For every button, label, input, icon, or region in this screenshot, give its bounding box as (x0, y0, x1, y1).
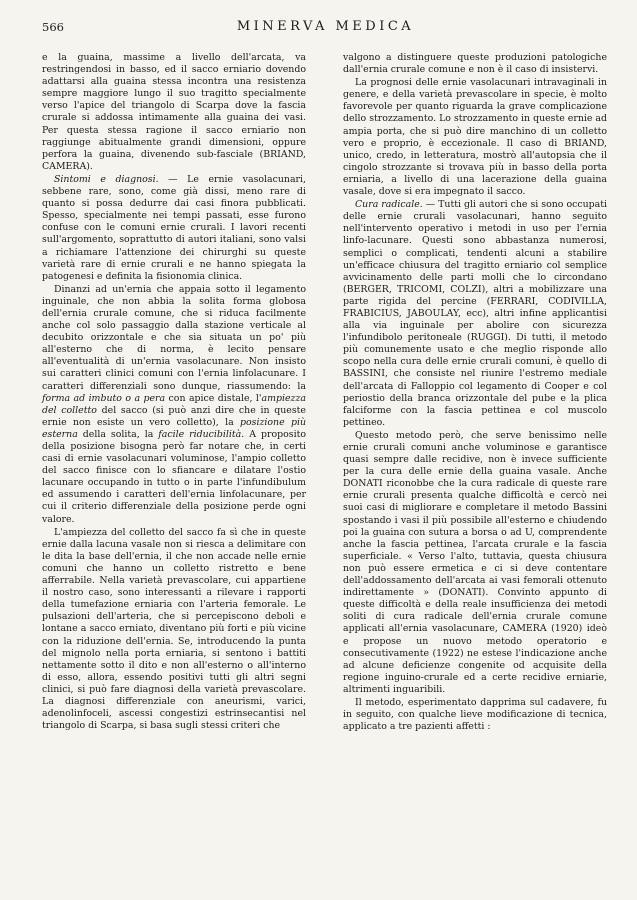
paragraph-cura: Cura radicale. — Tutti gli autori che si sono occupati delle ernie crurali vasolacunari, hanno seguito nell'intervento operativo i metodi in uso per l'ernia linfo-lacunare. Questi sono abbastanza numerosi, semplici o complicati, tendenti alcuni a stabilire un'efficace chiusura del tragitto erniario col semplice avvicinamento delle parti molli che lo circondano (BERGER, TRICOMI, COLZI), altri a mobilizzare una parte rigida del percine (FERRARI, CODIVILLA, FRABICIUS, JABOULAY, ecc), altri infine applicantisi alla via inguinale per abolire con sicurezza l'infundibolo peritoneale (RUGGI). Di tutti, il metodo più comunemente usato e che meglio risponde allo scopo nella cura delle ernie crurali comuni, è quello di BASSINI, che consiste nel riunire l'estremo mediale dell'arcata di Falloppio col legamento di Cooper e col periostio della branca orizzontale del pube e la plica falciforme con la fascia pettinea e col muscolo pettineo. (343, 199, 607, 428)
paragraph: e la guaina, massime a livello dell'arcata, va restringendosi in basso, ed il sacco erniario dovendo adattarsi alla guaina stessa incontra una resistenza sempre maggiore lungo il suo tragitto specialmente verso l'apice del triangolo di Scarpa dove la fascia crurale si addossa intimamente alla guaina dei vasi. Per questa stessa ragione il sacco erniario non raggiunge abitualmente grandi dimensioni, oppure perfora la guaina, divenendo sub-fasciale (BRIAND, CAMERA). (42, 52, 306, 172)
left-column (42, 52, 306, 732)
page-number: 566 (42, 20, 64, 34)
journal-title: MINERVA MEDICA (236, 19, 415, 34)
section-heading-cura: Cura radicale. (355, 199, 423, 211)
paragraph: Il metodo, esperimentato dapprima sul cadavere, fu in seguito, con qualche lieve modificazione di tecnica, applicato a tre pazienti affetti : (343, 696, 607, 733)
paragraph: Questo metodo però, che serve benissimo nelle ernie crurali comuni anche voluminose e garantisce quasi sempre dalle recidive, non è invece sufficiente per la cura delle ernie della guaina vasale. Anche DONATI riconobbe che la cura radicale di queste rare ernie crurali presenta qualche difficoltà e cercò nei suoi casi di migliorare e completare il metodo Bassini spostando i vasi il più possibile all'esterno e chiudendo poi la guaina con sutura a borsa o ad U, comprendente anche la fascia pettinea, l'arcata crurale e la fascia superficiale. « Verso l'alto, tuttavia, questa chiusura non può essere ermetica e ci si deve contentare dell'addossamento dell'arcata ai vasi femorali ottenuto indirettamente » (DONATI). Convinto appunto di queste difficoltà e della reale insufficienza dei metodi soliti di cura radicale dell'ernia crurale comune applicati all'ernia vasolacunare, CAMERA (1920) ideò e propose un nuovo metodo operatorio e consecutivamente (1922) ne estese l'indicazione anche ad alcune deficienze congenite od acquisite della regione inguino-crurale ed a certe recidive erniarie, altrimenti inguaribili. (343, 429, 607, 695)
paragraph-prognosi: La prognosi delle ernie vasolacunari intravaginali in genere, e della varietà prevascolare in specie, è molto favorevole per quanto riguarda la grave complicazione dello strozzamento. Lo strozzamento in queste ernie ad ampia porta, che si può dire manchino di un colletto vero e proprio, è eccezionale. Il caso di BRIAND, unico, credo, in letteratura, mostrò all'autopsia che il cingolo strozzante si trovava più in basso della porta erniaria, a livello di una lacerazione della guaina vasale, dove si era impegnato il sacco. (343, 77, 607, 198)
paragraph: valgono a distinguere queste produzioni patologiche dall'ernia crurale comune e non è il caso di insistervi. (343, 52, 607, 76)
paragraph-differential: Dinanzi ad un'ernia che appaia sotto il legamento inguinale, che non abbia la solita forma globosa dell'ernia crurale comune, che si riduca facilmente anche col solo passaggio dalla stazione verticale al decubito orizzontale e che sia situata un po' più all'esterno che di norma, è lecito pensare all'eventualità di un'ernia vasolacunare. Non insisto sui caratteri clinici comuni con l'ernia linfolacunare. I caratteri differenziali sono dunque, riassumendo: la forma ad imbuto o a pera con apice distale, l'ampiezza del colletto del sacco (si può anzi dire che in queste ernie non esiste un vero colletto), la posizione più esterna della solita, la facile riducibilità. A proposito della posizione bisogna però far notare che, in certi casi di ernie vasolacunari voluminose, l'ampio colletto del sacco finisce con lo sfiancare e dilatare l'ostio lacunare occupando in tutto o in parte l'infundibulum ed assumendo i caratteri dell'ernia linfolacunare, per cui il criterio differenziale della posizione perde ogni valore. (42, 283, 307, 525)
page-header (42, 20, 609, 38)
section-heading-sintomi: Sintomi e diagnosi. (54, 173, 159, 185)
right-column (343, 52, 607, 733)
paragraph-sintomi: Sintomi e diagnosi. — Le ernie vasolacunari, sebbene rare, sono, come già dissi, meno rare di quanto si possa dedurre dai casi finora pubblicati. Spesso, specialmente nei tempi passati, esse furono confuse con le comuni ernie crurali. I lavori recenti sull'argomento, soprattutto di autori italiani, sono valsi a richiamare l'attenzione dei chirurghi su queste varietà rare di ernie crurali e ne hanno spiegata la patogenesi e definita la fisionomia clinica. (42, 173, 306, 282)
paragraph: L'ampiezza del colletto del sacco fa sì che in queste ernie dalla lacuna vasale non si riesca a delimitare con le dita la base dell'ernia, il che non accade nelle ernie comuni che hanno un colletto ristretto e bene afferrabile. Nella varietà prevascolare, cui appartiene il nostro caso, sono interessanti a rilevare i rapporti della tumefazione erniaria con l'arteria femorale. Le pulsazioni dell'arteria, che si percepiscono deboli e lontane a sacco erniato, diventano più forti e più vicine con la riduzione dell'ernia. Se, introducendo la punta del mignolo nella porta erniaria, si sentono i battiti nettamente sotto il dito e non all'esterno o all'interno di esso, allora, essendo positivi tutti gli altri segni clinici, si può fare diagnosi della varietà prevascolare. La diagnosi differenziale con aneurismi, varici, adenolinfoceli, ascessi congestizi estrinsecantisi nel triangolo di Scarpa, si basa sugli stessi criteri che (42, 526, 306, 732)
